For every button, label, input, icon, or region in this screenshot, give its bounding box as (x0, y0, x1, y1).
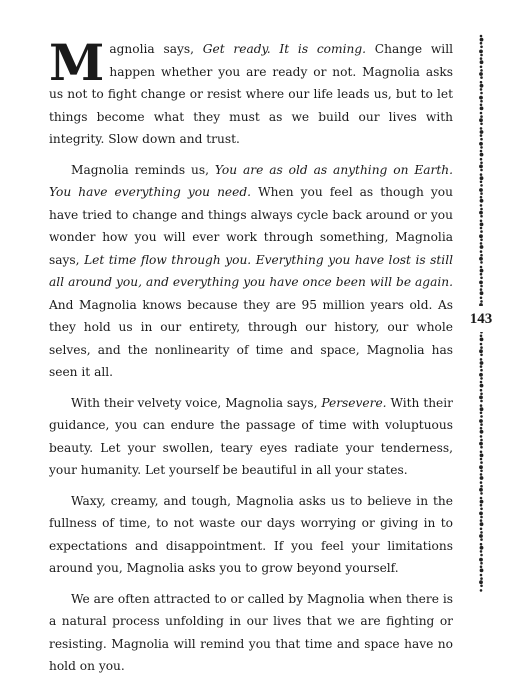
rule-dot (480, 554, 483, 557)
rule-dot (480, 550, 483, 553)
rule-dot (479, 96, 483, 100)
rule-dot (480, 208, 483, 211)
page-number: 143 (466, 306, 496, 332)
rule-dot (479, 234, 483, 238)
rule-dot (480, 220, 483, 223)
rule-dot (480, 146, 483, 149)
rule-dot (480, 158, 483, 161)
rule-dot (480, 500, 484, 504)
rule-dot (480, 88, 483, 91)
rule-dot (480, 138, 483, 141)
rule-dot (480, 531, 483, 534)
rule-dot (480, 130, 484, 134)
rule-dot (480, 404, 483, 407)
rule-dot (480, 407, 484, 411)
rule-dot (480, 473, 483, 476)
rule-dot (479, 580, 483, 584)
paragraph-1 (49, 33, 453, 151)
rule-dot (480, 46, 483, 49)
paragraph-3 (49, 392, 453, 482)
rule-dot (480, 446, 483, 449)
body-text (49, 33, 453, 686)
rule-dot (479, 373, 483, 377)
rule-dot (480, 54, 483, 57)
rule-dot (480, 543, 483, 546)
rule-dot (480, 42, 483, 45)
rule-dot (480, 181, 483, 184)
rule-dot (480, 127, 483, 130)
paragraph-text: Change will happen whether you are ready or not. Magnolia asks us not to fight change or resist where our life leads us, but to let things become what they must as we build our lives with integrity. Slow down and trust. (49, 42, 453, 146)
paragraph-text: When you feel as though you have tried to change and things always cycle back around or you wonder how you will ever work through something, Magnolia says, (49, 185, 453, 267)
rule-dot (480, 346, 483, 349)
rule-dot (479, 512, 483, 516)
paragraph-text: agnolia says, (109, 42, 203, 56)
rule-dot (480, 134, 483, 137)
rule-dot (480, 384, 484, 388)
rule-dot (480, 84, 484, 88)
rule-dot (479, 165, 483, 169)
rule-dot (479, 419, 483, 423)
rule-dot (480, 173, 483, 176)
rule-dot (479, 349, 483, 353)
rule-dot (480, 254, 483, 257)
rule-dot (479, 72, 483, 76)
rule-dot (480, 150, 483, 153)
rule-dot (480, 439, 483, 442)
rule-dot (480, 60, 484, 64)
rule-dot (480, 297, 483, 300)
rule-dot (480, 192, 483, 195)
paragraph-text: With their guidance, you can endure the passage of time with voluptuous beauty. Let your swollen, teary eyes radiate your tenderness, your humanity. Let yourself be beautiful in all your states. (49, 395, 453, 477)
rule-dot (480, 104, 483, 107)
rule-dot (480, 343, 483, 346)
rule-dot (480, 393, 483, 396)
rule-dot (480, 285, 483, 288)
rule-dot (480, 497, 483, 500)
rule-dot (480, 522, 484, 526)
rule-dot (479, 118, 483, 122)
rule-dot (480, 66, 483, 69)
rule-dot (480, 288, 483, 291)
rule-dot (480, 273, 483, 276)
paragraph-text: Waxy, creamy, and tough, Magnolia asks us to believe in the fullness of time, to not waste our days worrying or giving in to expectations and disappointment. If you feel your limitations around you, Magnolia asks you to grow beyond yourself. (49, 493, 453, 575)
paragraph-4 (49, 490, 453, 580)
rule-dot (480, 481, 483, 484)
italic-quote: You are as old as anything on Earth. You have everything you need. (49, 162, 453, 199)
rule-dot (480, 389, 483, 392)
rule-dot (480, 92, 483, 95)
rule-dot (480, 528, 483, 531)
rule-dot (480, 107, 484, 111)
rule-dot (479, 281, 483, 285)
rule-dot (480, 223, 484, 227)
paragraph-2 (49, 159, 453, 384)
rule-dot (480, 354, 483, 357)
drop-cap: M (49, 33, 105, 92)
rule-dot (479, 142, 483, 146)
rule-dot (480, 569, 484, 573)
rule-dot (480, 574, 483, 577)
rule-dot (480, 112, 483, 115)
rule-dot (480, 365, 483, 368)
rule-dot (480, 585, 483, 588)
rule-dot (480, 57, 483, 60)
italic-quote: Let time flow through you. Everything you have lost is still all around you, and everything you have once been will be again. (49, 252, 453, 289)
rule-dot (479, 558, 483, 562)
rule-dot (480, 470, 483, 473)
rule-dot (480, 381, 483, 384)
rule-dot (480, 81, 483, 84)
rule-dot (480, 451, 483, 454)
rule-dot (480, 269, 484, 273)
rule-dot (480, 239, 483, 242)
rule-dot (480, 485, 483, 488)
rule-dot (480, 245, 484, 249)
paragraph-text: We are often attracted to or called by Magnolia when there is a natural process unfolding in our lives that we are fighting or resisting. Magnolia will remind you that time and space have no hold on you. (49, 591, 453, 673)
paragraph-text: With their velvety voice, Magnolia says, (71, 395, 322, 410)
rule-dot (479, 488, 483, 492)
paragraph-text: Magnolia reminds us, (71, 162, 215, 177)
rule-dot (480, 492, 483, 495)
paragraph-5 (49, 588, 453, 678)
rule-dot (480, 415, 483, 418)
rule-dot (479, 396, 483, 400)
rule-dot (480, 277, 483, 280)
rule-dot (479, 465, 483, 469)
rule-dot (480, 266, 483, 269)
rule-dot (480, 338, 484, 342)
rule-dot (480, 504, 483, 507)
rule-dot (480, 577, 483, 580)
rule-dot (480, 196, 483, 199)
rule-dot (480, 400, 483, 403)
rule-dot (480, 250, 483, 253)
rule-dot (480, 435, 483, 438)
rule-dot (480, 516, 483, 519)
rule-dot (480, 566, 483, 569)
rule-dot (480, 204, 483, 207)
rule-dot (480, 589, 483, 592)
rule-dot (480, 261, 483, 264)
rule-dot (480, 227, 483, 230)
rule-dot (479, 50, 483, 54)
rule-dot (479, 257, 483, 261)
rule-dot (480, 230, 483, 233)
rule-dot (480, 423, 483, 426)
rule-dot (480, 38, 484, 42)
rule-dot (479, 534, 483, 538)
rule-dot (480, 546, 484, 550)
rule-dot (480, 215, 483, 218)
rule-dot (480, 123, 483, 126)
rule-dot (480, 412, 483, 415)
rule-dot (480, 454, 484, 458)
rule-dot (480, 199, 484, 203)
rule-dot (480, 242, 483, 245)
paragraph-text: And Magnolia knows because they are 95 million years old. As they hold us in our entirety, through our history, our whole selves, and the nonlinearity of time and space, Magnolia has seen it all. (49, 297, 453, 379)
rule-dot (480, 176, 484, 180)
rule-dot (480, 335, 483, 338)
rule-dot (480, 508, 483, 511)
rule-dot (480, 169, 483, 172)
rule-dot (480, 476, 484, 480)
italic-quote: Persevere. (321, 395, 387, 410)
rule-dot (480, 458, 483, 461)
rule-dot (480, 562, 483, 565)
rule-dot (480, 184, 483, 187)
rule-dot (480, 100, 483, 103)
rule-dot (480, 300, 483, 303)
rule-dot (480, 291, 484, 295)
rule-dot (480, 377, 483, 380)
rule-dot (479, 442, 483, 446)
rule-dot (480, 69, 483, 72)
rule-dot (480, 35, 483, 38)
rule-dot (480, 430, 484, 434)
rule-dot (480, 369, 483, 372)
italic-quote: Get ready. It is coming. (202, 42, 366, 56)
rule-dot (480, 76, 483, 79)
rule-dot (480, 538, 483, 541)
rule-dot (480, 461, 483, 464)
rule-dot (479, 188, 483, 192)
rule-dot (480, 162, 483, 165)
rule-dot (480, 358, 483, 361)
rule-dot (480, 519, 483, 522)
rule-dot (480, 361, 484, 365)
rule-dot (479, 211, 483, 215)
rule-dot (480, 153, 484, 157)
rule-dot (480, 115, 483, 118)
rule-dot (480, 427, 483, 430)
